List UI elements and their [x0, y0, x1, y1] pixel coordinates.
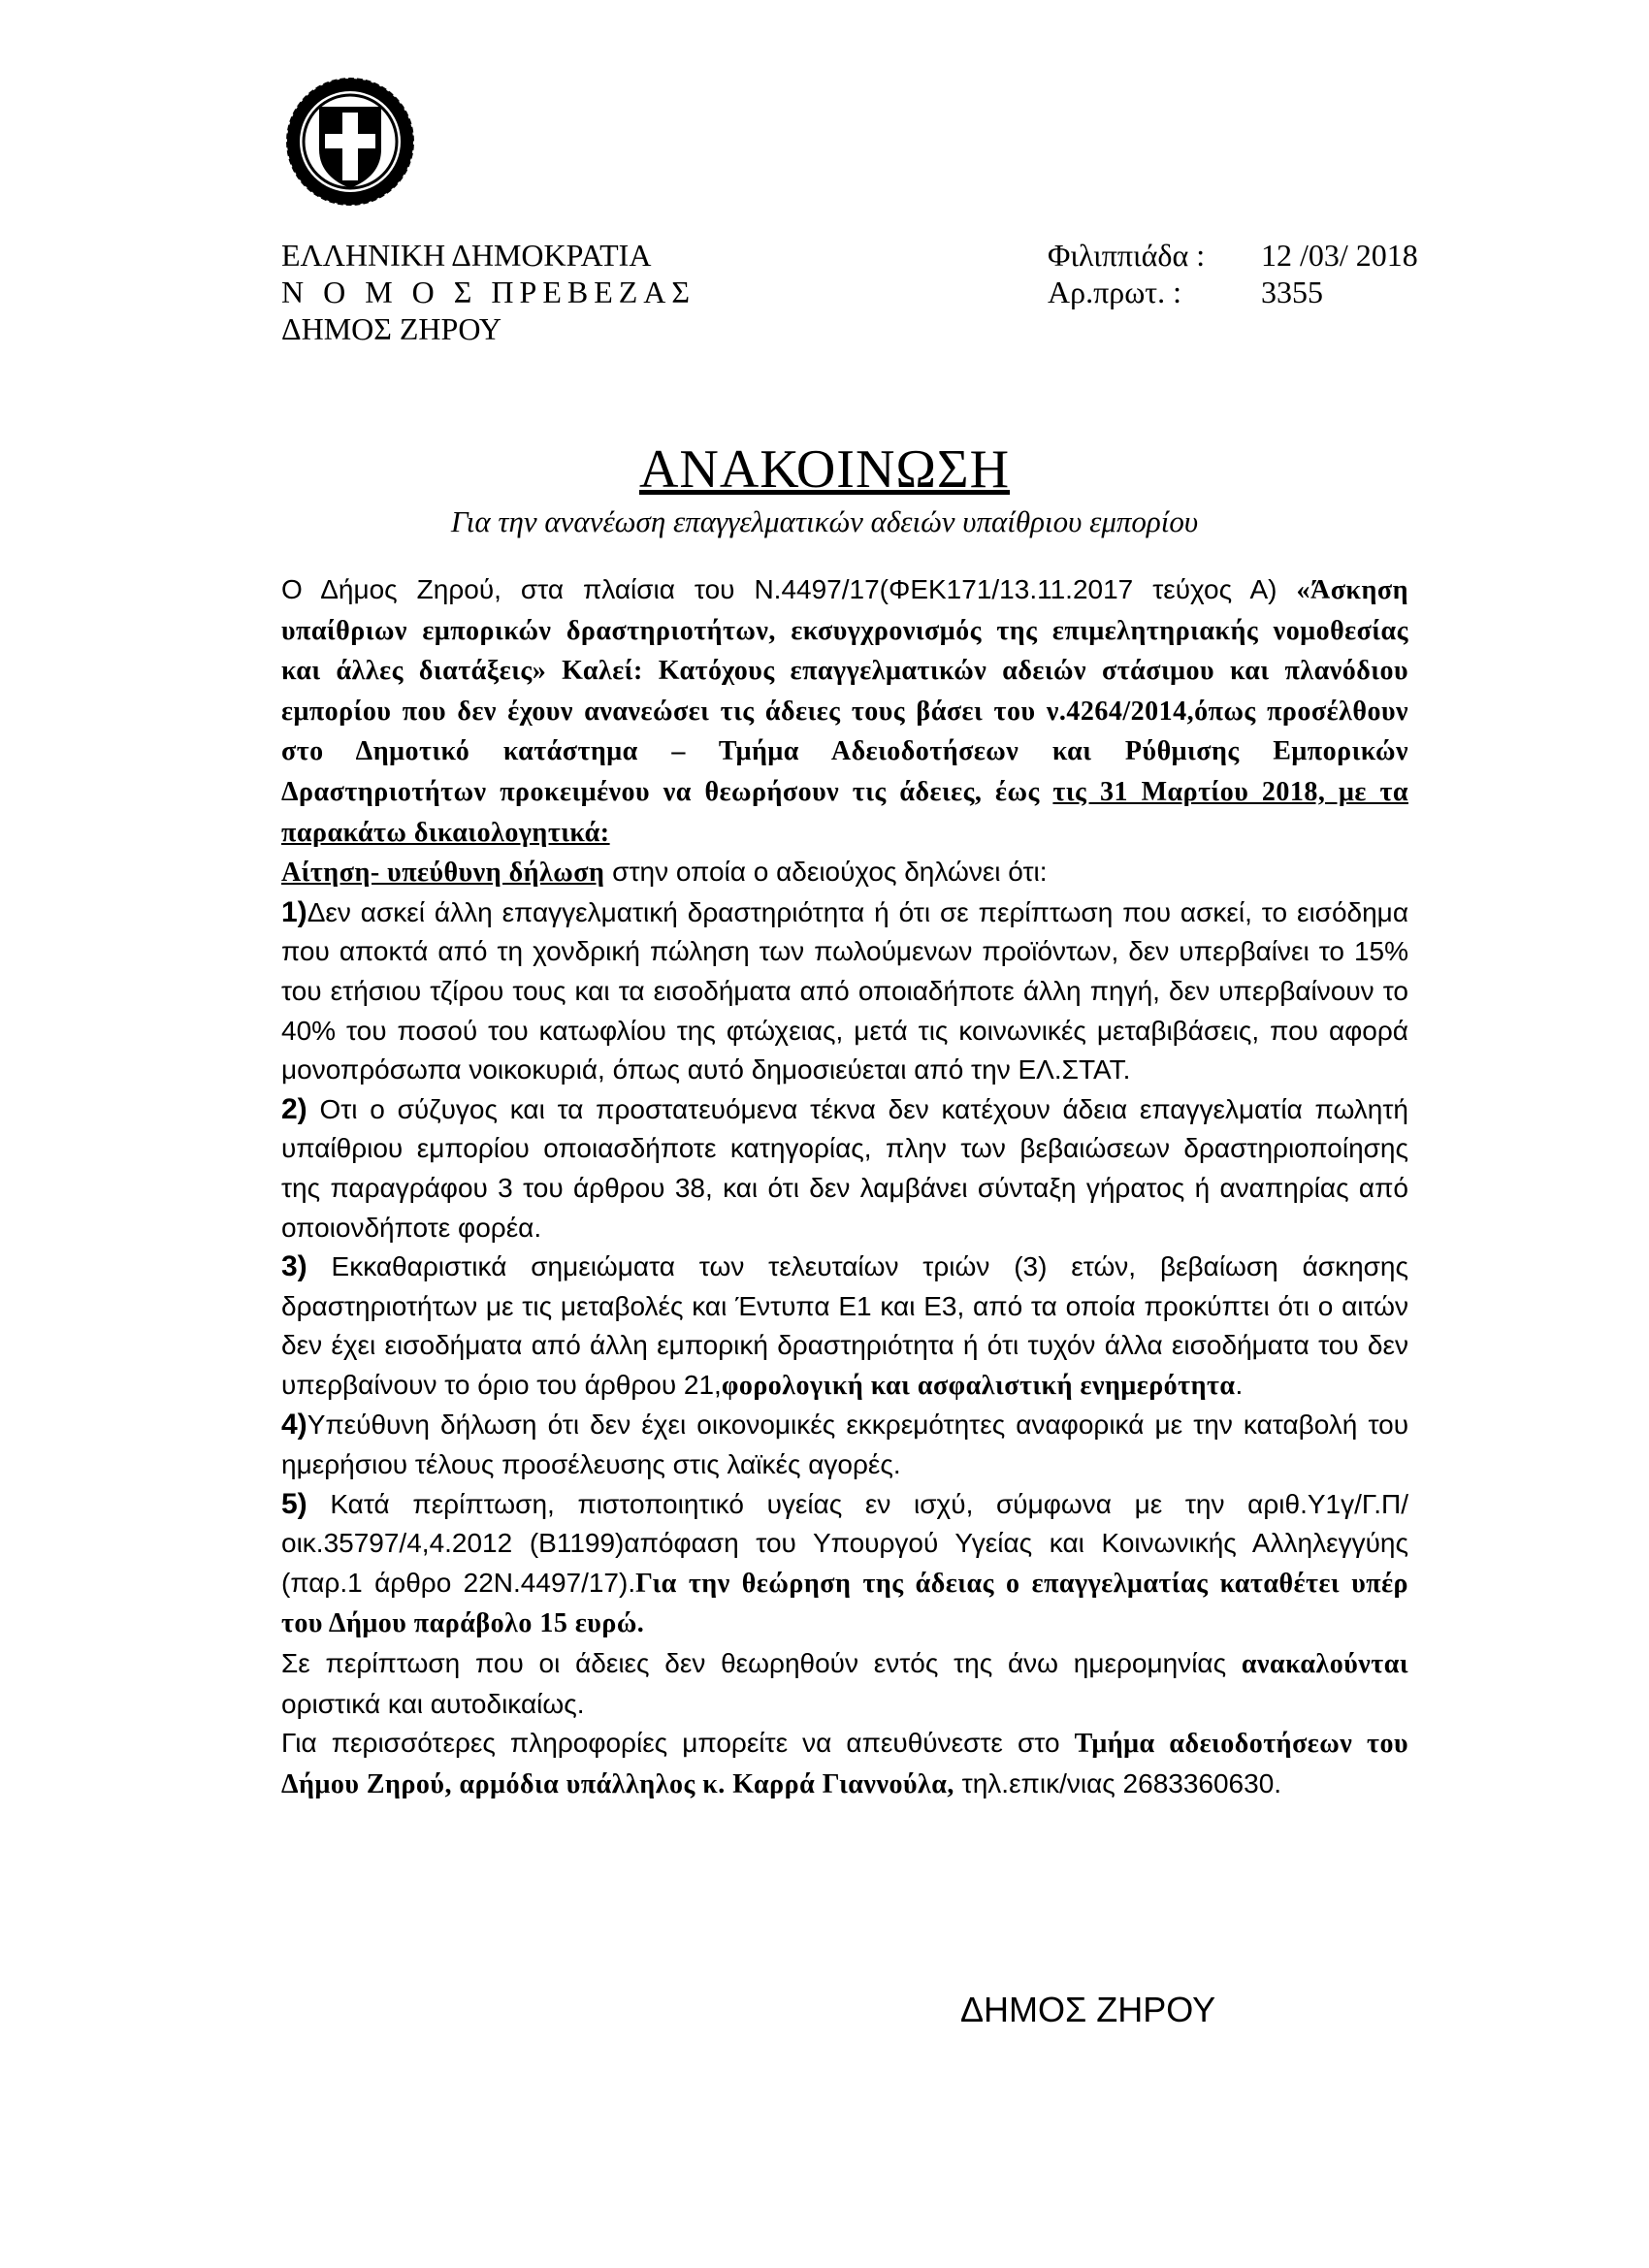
announcement-title: ΑΝΑΚΟΙΝΩΣΗ: [638, 439, 1011, 500]
item-tail: .: [1235, 1369, 1244, 1400]
item-number: 3): [281, 1250, 307, 1283]
item-bold-tail: Για την θεώρηση της άδειας ο επαγγελματίας καταθέτει υπέρ του Δήμου παράβολο 15 ευρώ.: [281, 1568, 1409, 1639]
notice-bold: ανακαλούνται: [1241, 1649, 1408, 1680]
date-protocol-block: [1048, 237, 1418, 310]
issuer-prefecture: Ν Ο Μ Ο Σ ΠΡΕΒΕΖΑΣ: [281, 275, 696, 309]
item-bold-tail: φορολογική και ασφαλιστική ενημερότητα: [721, 1370, 1236, 1401]
item-number: 1): [281, 895, 307, 928]
contact-bold: Τμήμα αδειοδοτήσεων του Δήμου Ζηρού, αρμόδια υπάλληλος κ. Καρρά Γιαννούλα,: [281, 1729, 1408, 1799]
application-paragraph: [281, 853, 1408, 893]
issuer-block: [281, 237, 695, 347]
intro-lead: Ο Δήμος Ζηρού, στα πλαίσια του Ν.4497/17(ΦΕΚ171/13.11.2017 τεύχος Α): [281, 574, 1277, 604]
issuer-country: ΕΛΛΗΝΙΚΗ ΔΗΜΟΚΡΑΤΙΑ: [281, 238, 652, 273]
announcement-body: [281, 570, 1408, 1804]
intro-deadline: τις 31 Μαρτίου 2018, με τα παρακάτω δικαιολογητικά:: [281, 776, 1408, 848]
list-item: [281, 1247, 1408, 1406]
list-item: [281, 1090, 1408, 1247]
list-item: [281, 1485, 1408, 1644]
intro-bold: «Άσκηση υπαίθριων εμπορικών δραστηριοτήτων, εκσυγχρονισμός της επιμελητηριακής νομοθεσίας και άλλες διατάξεις» Καλεί: Κατόχους επαγγελματικών αδειών στάσιμου και πλανόδιου εμπορίου που δεν έχουν ανανεώσει τις άδειες τους βάσει του ν.4264/2014,όπως προσέλθουν στο Δημοτικό κατάστημα – Τμήμα Αδειοδοτήσεων και Ρύθμισης Εμπορικών Δραστηριοτήτων προκειμένου να θεωρήσουν τις άδειες, έως: [281, 575, 1408, 807]
protocol-number: 3355: [1261, 275, 1323, 309]
place-label: Φιλιππιάδα :: [1048, 238, 1206, 273]
notice-text: Σε περίπτωση που οι άδειες δεν θεωρηθούν εντός της άνω ημερομηνίας: [281, 1648, 1242, 1679]
list-item: [281, 1406, 1408, 1484]
document-date: 12 /03/ 2018: [1261, 238, 1418, 273]
issuer-municipality: ΔΗΜΟΣ ΖΗΡΟΥ: [281, 311, 501, 346]
item-number: 2): [281, 1092, 307, 1125]
greek-coat-of-arms-emblem: [282, 74, 418, 210]
announcement-subtitle: Για την ανανέωση επαγγελματικών αδειών υπαίθριου εμπορίου: [450, 504, 1199, 538]
item-text: Κατά περίπτωση, πιστοποιητικό υγείας εν ισχύ, σύμφωνα με την αριθ.Υ1γ/Γ.Π/ οικ.35797/4,4.2012 (Β1199)απόφαση του Υπουργού Υγείας και Κοινωνικής Αλληλεγγύης (παρ.1 άρθρο 22Ν.4497/17).: [281, 1488, 1408, 1598]
intro-paragraph: [281, 570, 1408, 853]
contact-tail: τηλ.επικ/νιας 2683360630.: [954, 1767, 1282, 1798]
notice-tail: οριστικά και αυτοδικαίως.: [281, 1688, 585, 1719]
application-text: στην οποία ο αδειούχος δηλώνει ότι:: [604, 857, 1048, 888]
signature-municipality: ΔΗΜΟΣ ΖΗΡΟΥ: [960, 1990, 1216, 2029]
list-item: [281, 893, 1408, 1090]
application-label: Αίτηση- υπεύθυνη δήλωση: [281, 858, 605, 889]
item-number: 4): [281, 1409, 307, 1442]
item-text: Εκκαθαριστικά σημειώματα των τελευταίων τριών (3) ετών, βεβαίωση άσκησης δραστηριοτήτων με τις μεταβολές και Έντυπα Ε1 και Ε3, από τα οποία προκύπτει ότι ο αιτών δεν έχει εισοδήματα από άλλη εμπορική δραστηριότητα ή ότι τυχόν άλλα εισοδήματα του δεν υπερβαίνουν το όριο του άρθρου 21,: [281, 1251, 1408, 1400]
item-text: Δεν ασκεί άλλη επαγγελματική δραστηριότητα ή ότι σε περίπτωση που ασκεί, το εισόδημα που αποκτά από τη χονδρική πώληση των πωλούμενων προϊόντων, δεν υπερβαίνει το 15% του ετήσιου τζίρου τους και τα εισοδήματα από οποιαδήποτε άλλη πηγή, δεν υπερβαίνουν το 40% του ποσού του κατωφλίου της φτώχειας, μετά τις κοινωνικές μεταβιβάσεις, που αφορά μονοπρόσωπα νοικοκυριά, όπως αυτό δημοσιεύεται από την ΕΛ.ΣΤΑΤ.: [281, 896, 1408, 1085]
protocol-label: Αρ.πρωτ. :: [1048, 275, 1182, 309]
item-text: Οτι ο σύζυγος και τα προστατευόμενα τέκνα δεν κατέχουν άδεια επαγγελματία πωλητή υπαίθριου εμπορίου οποιασδήποτε κατηγορίας, πλην των βεβαιώσεων δραστηριοποίησης της παραγράφου 3 του άρθρου 38, και ότι δεν λαμβάνει σύνταξη γήρατος ή αναπηρίας από οποιονδήποτε φορέα.: [281, 1093, 1408, 1243]
contact-text: Για περισσότερες πληροφορίες μπορείτε να απευθύνεστε στο: [281, 1728, 1075, 1759]
notice-paragraph: [281, 1644, 1408, 1724]
item-number: 5): [281, 1487, 307, 1520]
contact-paragraph: [281, 1724, 1408, 1804]
item-text: Υπεύθυνη δήλωση ότι δεν έχει οικονομικές εκκρεμότητες αναφορικά με την καταβολή του ημερήσιου τέλους προσέλευσης στις λαϊκές αγορές.: [281, 1409, 1408, 1480]
